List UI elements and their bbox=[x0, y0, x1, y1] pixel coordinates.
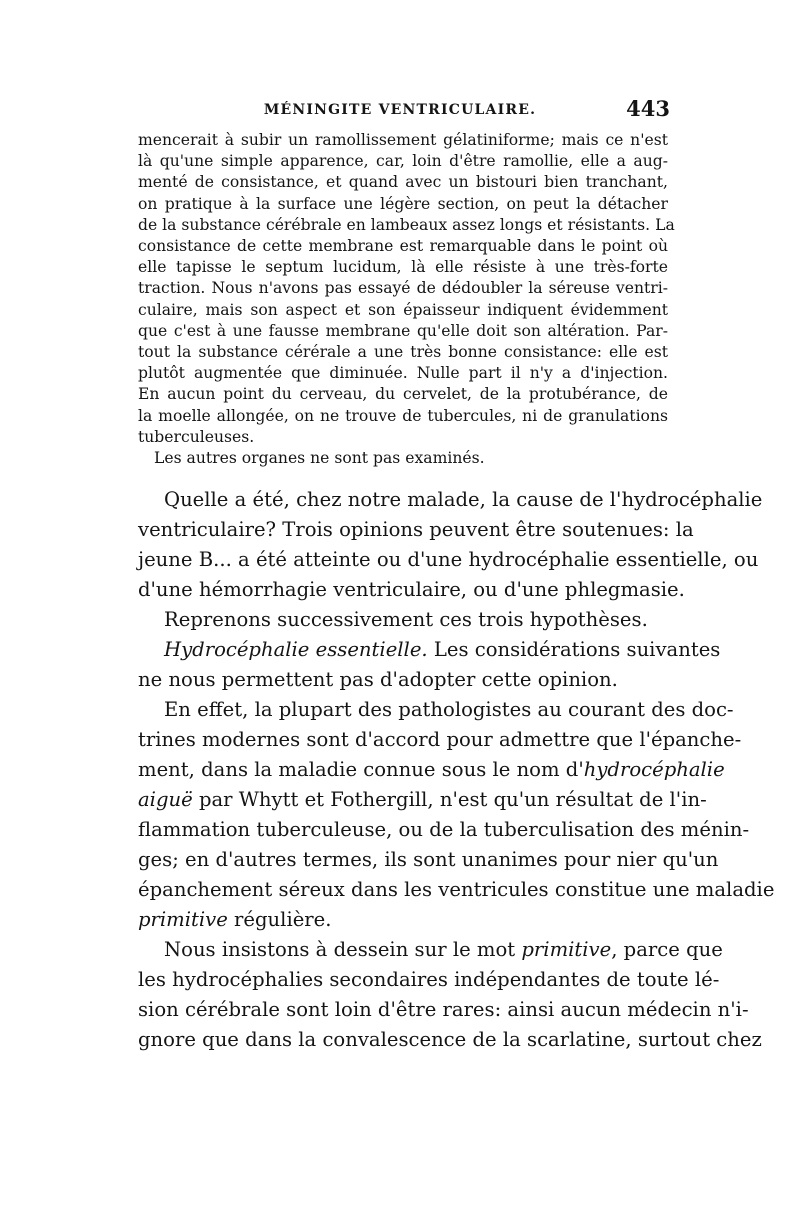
italic-term: primitive bbox=[138, 908, 228, 932]
text-line: trines modernes sont d'accord pour admettre que l'épanche- bbox=[138, 728, 742, 752]
body-text bbox=[138, 130, 775, 1055]
text-line: ges; en d'autres termes, ils sont unanimes pour nier qu'un bbox=[138, 848, 719, 872]
italic-term: hydrocéphalie bbox=[583, 758, 725, 782]
text-line: de la substance cérébrale en lambeaux assez longs et résistants. La bbox=[138, 215, 675, 234]
italic-heading: Hydrocéphalie essentielle. bbox=[164, 638, 428, 662]
text-line: que c'est à une fausse membrane qu'elle doit son altération. Par- bbox=[138, 321, 668, 340]
running-head bbox=[130, 96, 670, 122]
text-line: En effet, la plupart des pathologistes au courant des doc- bbox=[164, 698, 734, 722]
text-line-mixed bbox=[138, 755, 725, 785]
text-fragment: régulière. bbox=[227, 908, 332, 932]
italic-term: aiguë bbox=[138, 788, 193, 812]
text-line: sion cérébrale sont loin d'être rares: ainsi aucun médecin n'i- bbox=[138, 998, 749, 1022]
text-line: la moelle allongée, on ne trouve de tubercules, ni de granulations bbox=[138, 406, 668, 425]
text-line: tout la substance cérérale a une très bonne consistance: elle est bbox=[138, 343, 668, 362]
text-line: là qu'une simple apparence, car, loin d'être ramollie, elle a aug- bbox=[138, 152, 668, 171]
text-line-mixed bbox=[138, 785, 707, 815]
text-line: consistance de cette membrane est remarquable dans le point où bbox=[138, 237, 668, 256]
text-line-mixed bbox=[138, 935, 723, 965]
text-line: on pratique à la surface une légère section, on peut la détacher bbox=[138, 194, 668, 213]
text-line: flammation tuberculeuse, ou de la tuberculisation des ménin- bbox=[138, 818, 750, 842]
text-fragment: Les considérations suivantes bbox=[427, 638, 721, 662]
text-fragment: ment, dans la maladie connue sous le nom d' bbox=[138, 758, 584, 782]
text-line: tuberculeuses. bbox=[138, 427, 255, 446]
paragraph-organs: Les autres organes ne sont pas examinés. bbox=[154, 449, 485, 468]
discussion-section bbox=[138, 485, 775, 1055]
paragraph-autopsy-continuation bbox=[138, 130, 675, 469]
running-title: MÉNINGITE VENTRICULAIRE. bbox=[263, 102, 537, 118]
text-line: jeune B... a été atteinte ou d'une hydrocéphalie essentielle, ou bbox=[138, 548, 759, 572]
text-line: Quelle a été, chez notre malade, la cause de l'hydrocéphalie bbox=[164, 488, 763, 512]
page-number: 443 bbox=[626, 96, 670, 121]
text-line: épanchement séreux dans les ventricules constitue une maladie bbox=[138, 878, 775, 902]
text-fragment: par Whytt et Fothergill, n'est qu'un résultat de l'in- bbox=[192, 788, 707, 812]
text-line: ventriculaire? Trois opinions peuvent être soutenues: la bbox=[138, 518, 694, 542]
text-line: traction. Nous n'avons pas essayé de dédoubler la séreuse ventri- bbox=[138, 279, 668, 298]
text-line: d'une hémorrhagie ventriculaire, ou d'une phlegmasie. bbox=[138, 578, 685, 602]
text-line: gnore que dans la convalescence de la scarlatine, surtout chez bbox=[138, 1028, 762, 1052]
text-line: En aucun point du cerveau, du cervelet, de la protubérance, de bbox=[138, 385, 668, 404]
text-line: ne nous permettent pas d'adopter cette opinion. bbox=[138, 668, 618, 692]
text-line: culaire, mais son aspect et son épaisseur indiquent évidemment bbox=[138, 300, 668, 319]
paragraph-hypotheses: Reprenons successivement ces trois hypothèses. bbox=[164, 608, 648, 632]
italic-term: primitive bbox=[521, 938, 612, 962]
text-fragment: , parce que bbox=[611, 938, 723, 962]
text-line: menté de consistance, et quand avec un bistouri bien tranchant, bbox=[138, 173, 668, 192]
text-fragment: Nous insistons à dessein sur le mot bbox=[164, 938, 522, 962]
text-line: elle tapisse le septum lucidum, là elle résiste à une très-forte bbox=[138, 258, 668, 277]
paragraph-cause-question bbox=[138, 485, 775, 1055]
text-line: plutôt augmentée que diminuée. Nulle part il n'y a d'injection. bbox=[138, 364, 668, 383]
paragraph-essential-line bbox=[138, 635, 721, 665]
text-line: les hydrocéphalies secondaires indépendantes de toute lé- bbox=[138, 968, 720, 992]
text-line: mencerait à subir un ramollissement gélatiniforme; mais ce n'est bbox=[138, 131, 668, 149]
text-line-mixed bbox=[138, 905, 668, 935]
